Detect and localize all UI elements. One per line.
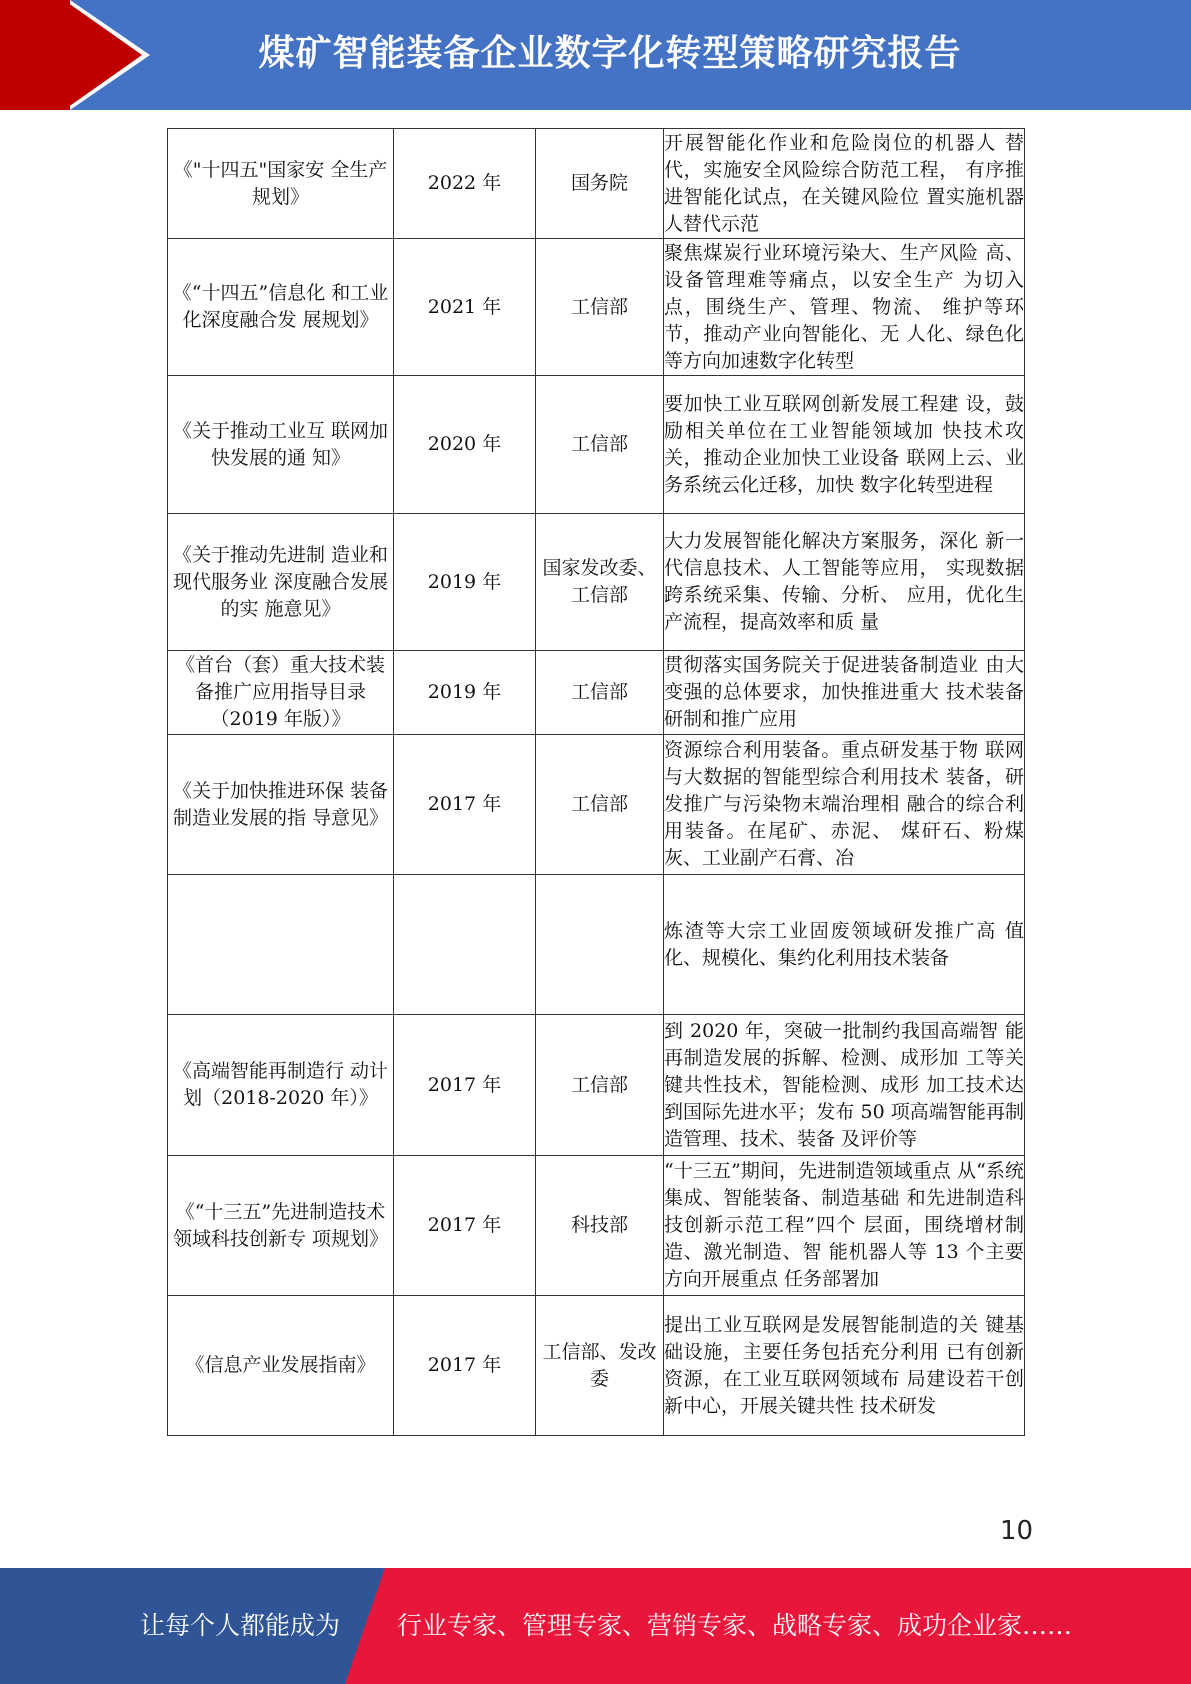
table-row: [168, 1296, 1025, 1436]
policy-name-cell: [168, 875, 394, 1015]
policy-dept-cell: 国家发改委、工信部: [536, 514, 664, 651]
policy-name-cell: 《首台（套）重大技术装备推广应用指导目录（2019 年版）》: [168, 651, 394, 735]
policy-name-cell: 《"十四五"国家安 全生产规划》: [168, 129, 394, 239]
table-row: [168, 239, 1025, 376]
policy-year-cell: 2021 年: [394, 239, 536, 376]
policy-year-cell: 2022 年: [394, 129, 536, 239]
policy-year-cell: 2017 年: [394, 1015, 536, 1156]
policy-name-cell: 《“十四五”信息化 和工业化深度融合发 展规划》: [168, 239, 394, 376]
policy-year-cell: 2017 年: [394, 1296, 536, 1436]
policy-content-cell: 到 2020 年，突破一批制约我国高端智 能再制造发展的拆解、检测、成形加 工等关键共性技术，智能检测、成形 加工技术达到国际先进水平；发布 50 项高端智能再制造管理、技术、装备 及评价等: [664, 1015, 1025, 1156]
policy-dept-cell: 工信部: [536, 239, 664, 376]
policy-name-cell: 《信息产业发展指南》: [168, 1296, 394, 1436]
table-row: [168, 1015, 1025, 1156]
policy-year-cell: 2019 年: [394, 514, 536, 651]
footer-slogan-left: 让每个人都能成为: [140, 1611, 341, 1640]
policy-content-cell: 要加快工业互联网创新发展工程建 设，鼓励相关单位在工业智能领域加 快技术攻关，推动企业加快工业设备 联网上云、业务系统云化迁移，加快 数字化转型进程: [664, 376, 1025, 514]
header-chevron-red: [64, 0, 142, 110]
policy-dept-cell: 工信部: [536, 1015, 664, 1156]
report-title: 煤矿智能装备企业数字化转型策略研究报告: [258, 33, 962, 74]
policy-content-cell: 开展智能化作业和危险岗位的机器人 替代，实施安全风险综合防范工程， 有序推进智能化试点，在关键风险位 置实施机器人替代示范: [664, 129, 1025, 239]
policy-table: [167, 128, 1025, 1436]
table-row: [168, 129, 1025, 239]
policy-year-cell: 2020 年: [394, 376, 536, 514]
table-row: [168, 735, 1025, 875]
policy-name-cell: 《关于推动工业互 联网加快发展的通 知》: [168, 376, 394, 514]
table-row: [168, 651, 1025, 735]
policy-dept-cell: 工信部: [536, 735, 664, 875]
policy-name-cell: 《关于加快推进环保 装备制造业发展的指 导意见》: [168, 735, 394, 875]
policy-year-cell: 2019 年: [394, 651, 536, 735]
policy-dept-cell: [536, 875, 664, 1015]
policy-year-cell: 2017 年: [394, 1156, 536, 1296]
policy-name-cell: 《“十三五”先进制造技术领域科技创新专 项规划》: [168, 1156, 394, 1296]
policy-content-cell: 大力发展智能化解决方案服务，深化 新一代信息技术、人工智能等应用， 实现数据跨系统采集、传输、分析、 应用，优化生产流程，提高效率和质 量: [664, 514, 1025, 651]
policy-year-cell: [394, 875, 536, 1015]
policy-content-cell: 资源综合利用装备。重点研发基于物 联网与大数据的智能型综合利用技术 装备，研发推广与污染物末端治理相 融合的综合利用装备。在尾矿、赤泥、 煤矸石、粉煤灰、工业副产石膏、冶: [664, 735, 1025, 875]
policy-content-cell: “十三五”期间，先进制造领域重点 从“系统集成、智能装备、制造基础 和先进制造科技创新示范工程”四个 层面，围绕增材制造、激光制造、智 能机器人等 13 个主要方向开展重点 任务部署加: [664, 1156, 1025, 1296]
policy-content-cell: 贯彻落实国务院关于促进装备制造业 由大变强的总体要求，加快推进重大 技术装备研制和推广应用: [664, 651, 1025, 735]
policy-dept-cell: 科技部: [536, 1156, 664, 1296]
policy-dept-cell: 工信部: [536, 651, 664, 735]
policy-name-cell: 《关于推动先进制 造业和现代服务业 深度融合发展的实 施意见》: [168, 514, 394, 651]
policy-content-cell: 炼渣等大宗工业固废领域研发推广高 值化、规模化、集约化利用技术装备: [664, 875, 1025, 1015]
policy-content-cell: 聚焦煤炭行业环境污染大、生产风险 高、设备管理难等痛点，以安全生产 为切入点，围绕生产、管理、物流、 维护等环节，推动产业向智能化、无 人化、绿色化等方向加速数字化转型: [664, 239, 1025, 376]
policy-dept-cell: 国务院: [536, 129, 664, 239]
policy-dept-cell: 工信部: [536, 376, 664, 514]
footer-slogan-right: 行业专家、管理专家、营销专家、战略专家、成功企业家……: [397, 1611, 1073, 1640]
table-row: [168, 875, 1025, 1015]
policy-content-cell: 提出工业互联网是发展智能制造的关 键基础设施，主要任务包括充分利用 已有创新资源，在工业互联网领域布 局建设若干创新中心，开展关键共性 技术研发: [664, 1296, 1025, 1436]
policy-name-cell: 《高端智能再制造行 动计划（2018-2020 年）》: [168, 1015, 394, 1156]
header-red-block: [0, 0, 70, 110]
policy-dept-cell: 工信部、发改委: [536, 1296, 664, 1436]
page-number: 10: [1000, 1516, 1034, 1546]
page-footer: [0, 1568, 1191, 1684]
table-row: [168, 376, 1025, 514]
table-row: [168, 514, 1025, 651]
policy-year-cell: 2017 年: [394, 735, 536, 875]
table-row: [168, 1156, 1025, 1296]
page-header: [0, 0, 1191, 110]
